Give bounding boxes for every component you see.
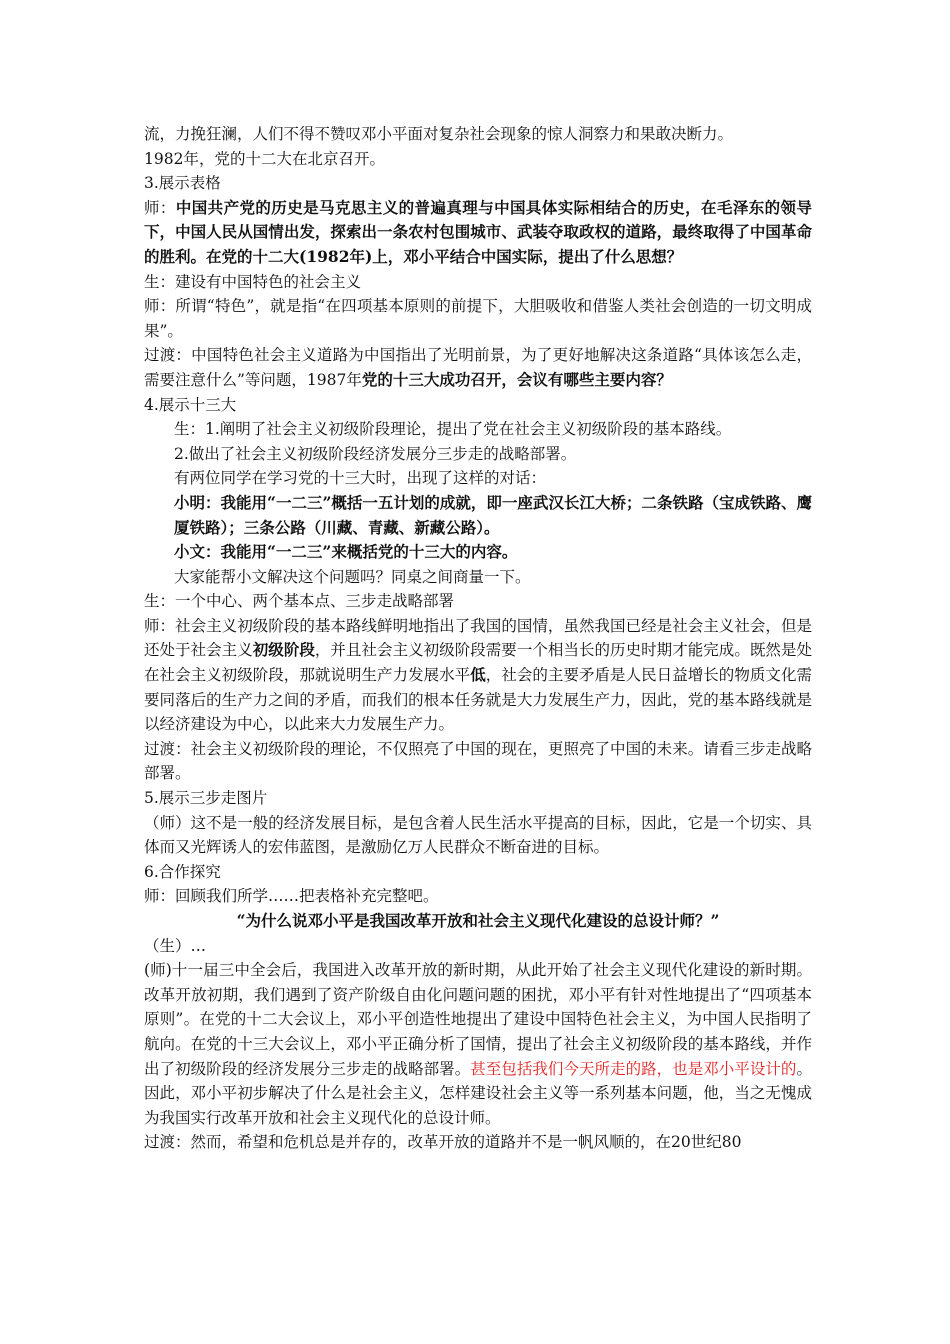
text-segment: 2.做出了社会主义初级阶段经济发展分三步走的战略部署。 xyxy=(174,444,577,463)
text-segment: 过渡：中国特色社会主义道路为中国指出了光明前景，为了更好地解决这条道路“具体该怎么走，需要注意什么”等问题，1987年 xyxy=(144,346,812,389)
text-segment: 4.展示十三大 xyxy=(144,395,237,414)
text-segment: (师)十一届三中全会后，我国进入改革开放的新时期，从此开始了社会主义现代化建设的新时期。改革开放初期，我们遇到了资产阶级自由化问题问题的困扰，邓小平有针对性地提出了“四项基本原则”。在党的十二大会议上，邓小平创造性地提出了建设中国特色社会主义，为中国人民指明了航向。在党的十三大会议上，邓小平正确分析了国情，提出了社会主义初级阶段的基本路线，并作出了初级阶段的经济发展分三步走的战略部署。 xyxy=(144,961,812,1078)
paragraph xyxy=(144,737,812,786)
text-segment: 过渡：然而，希望和危机总是并存的，改革开放的道路并不是一帆风顺的，在20世纪80 xyxy=(144,1133,742,1152)
paragraph xyxy=(144,860,812,885)
paragraph xyxy=(144,466,812,491)
text-segment: ，社会的主要矛盾是人民日益增长的物质文化需要同落后的生产力之间的矛盾，而我们的根本任务就是大力发展生产力，因此，党的基本路线就是以经济建设为中心，以此来大力发展生产力。 xyxy=(144,666,812,734)
text-segment: （生）… xyxy=(144,936,207,955)
text-segment: 流，力挽狂澜，人们不得不赞叹邓小平面对复杂社会现象的惊人洞察力和果敢决断力。 xyxy=(144,125,734,143)
text-segment: （师）这不是一般的经济发展目标，是包含着人民生活水平提高的目标，因此，它是一个切实、具体而又光辉诱人的宏伟蓝图，是激励亿万人民群众不断奋进的目标。 xyxy=(144,813,812,857)
bold-text: 中国共产党的历史是马克思主义的普遍真理与中国具体实际相结合的历史，在毛泽东的领导下，中国人民从国情出发，探索出一条农村包围城市、武装夺取政权的道路，最终取得了中国革命的胜利。在党的十二大(1982年)上，邓小平结合中国实际，提出了什么思想？ xyxy=(144,197,812,266)
paragraph xyxy=(144,958,812,1130)
paragraph xyxy=(144,934,812,959)
text-segment: 生：1.阐明了社会主义初级阶段理论，提出了党在社会主义初级阶段的基本路线。 xyxy=(174,420,732,439)
paragraph xyxy=(144,270,812,295)
paragraph xyxy=(144,786,812,811)
paragraph xyxy=(144,540,812,565)
text-segment: 。因此，邓小平初步解决了什么是社会主义，怎样建设社会主义等一系列基本问题，他，当之无愧成为我国实行改革开放和社会主义现代化的总设计师。 xyxy=(144,1059,812,1127)
paragraph xyxy=(144,417,812,442)
paragraph xyxy=(144,589,812,614)
text-segment: 师：社会主义初级阶段的基本路线鲜明地指出了我国的国情，虽然我国已经是社会主义社会，但是还处于社会主义 xyxy=(144,616,812,660)
bold-text: 小明：我能用“一二三”概括一五计划的成就，即一座武汉长江大桥；二条铁路（宝成铁路、鹰厦铁路）；三条公路（川藏、青藏、新藏公路）。 xyxy=(174,492,812,537)
text-segment: 生：建设有中国特色的社会主义 xyxy=(144,272,362,291)
text-segment: 师： xyxy=(144,198,176,217)
paragraph xyxy=(144,1130,812,1155)
paragraph xyxy=(144,614,812,737)
paragraph xyxy=(144,565,812,590)
paragraph xyxy=(144,147,812,172)
paragraph xyxy=(144,122,812,147)
paragraph xyxy=(144,343,812,392)
bold-text: 小文：我能用“一二三”来概括党的十三大的内容。 xyxy=(174,542,518,562)
text-segment: 6.合作探究 xyxy=(144,862,221,881)
paragraph xyxy=(144,294,812,343)
text-segment: 过渡：社会主义初级阶段的理论，不仅照亮了中国的现在，更照亮了中国的未来。请看三步走战略部署。 xyxy=(144,739,812,783)
text-segment: 生：一个中心、两个基本点、三步走战略部署 xyxy=(144,592,455,611)
text-segment: 1982年，党的十二大在北京召开。 xyxy=(144,149,385,168)
text-segment: 有两位同学在学习党的十三大时，出现了这样的对话： xyxy=(174,469,547,488)
bold-text: 低 xyxy=(470,665,486,685)
paragraph xyxy=(144,884,812,909)
text-segment: 5.展示三步走图片 xyxy=(144,789,268,808)
document-body xyxy=(144,122,812,1155)
bold-text: 初级阶段 xyxy=(252,640,315,660)
bold-text: “为什么说邓小平是我国改革开放和社会主义现代化建设的总设计师？” xyxy=(236,911,720,930)
paragraph xyxy=(144,442,812,467)
text-segment: 3.展示表格 xyxy=(144,174,221,193)
paragraph xyxy=(144,196,812,270)
highlighted-text: 甚至包括我们今天所走的路，也是邓小平设计的 xyxy=(470,1059,797,1078)
text-segment: 大家能帮小文解决这个问题吗？同桌之间商量一下。 xyxy=(174,567,531,586)
paragraph xyxy=(144,171,812,196)
text-segment: 师：回顾我们所学……把表格补充完整吧。 xyxy=(144,887,439,906)
paragraph xyxy=(144,393,812,418)
bold-text: 党的十三大成功召开，会议有哪些主要内容？ xyxy=(361,369,672,389)
paragraph xyxy=(144,491,812,540)
text-segment: 师：所谓“特色”，就是指“在四项基本原则的前提下，大胆吸收和借鉴人类社会创造的一切文明成果”。 xyxy=(144,297,812,340)
text-segment: ，并且社会主义初级阶段需要一个相当长的历史时期才能完成。既然是处在社会主义初级阶段，那就说明生产力发展水平 xyxy=(144,641,812,685)
paragraph xyxy=(144,909,812,934)
paragraph xyxy=(144,811,812,860)
